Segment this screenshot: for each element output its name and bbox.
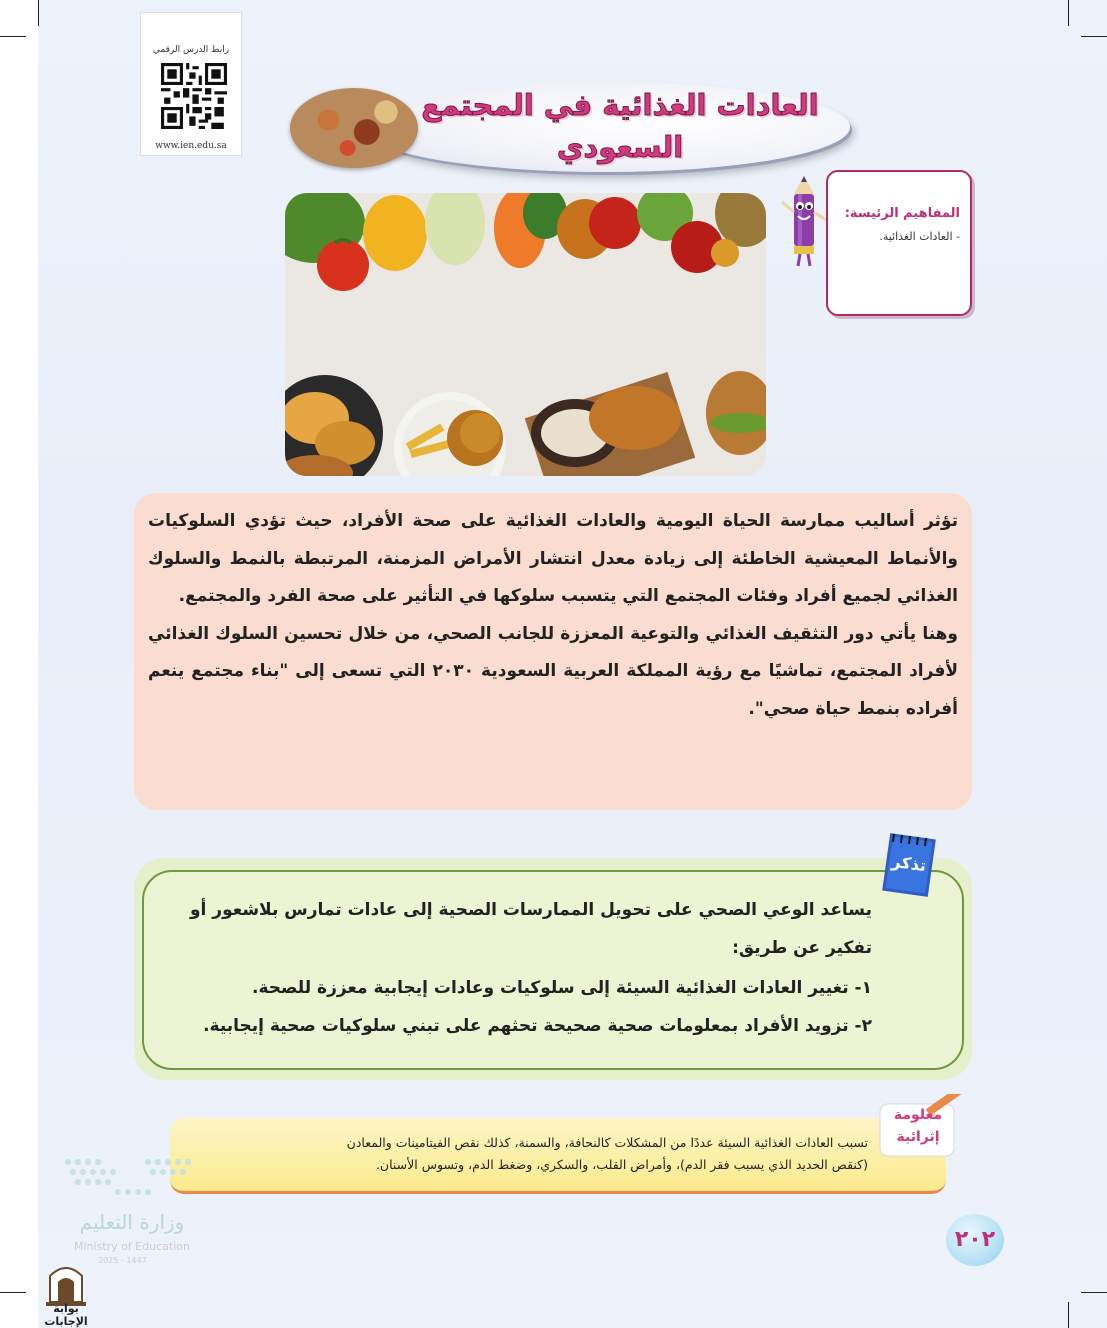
lesson-title-banner	[290, 78, 850, 178]
crop-mark	[0, 1292, 26, 1293]
remember-badge-label: تذكر	[890, 851, 928, 876]
answers-gate-watermark: بوابة الإجابات	[44, 1302, 88, 1328]
enrichment-text	[214, 1132, 868, 1176]
remember-item-1: ١- تغيير العادات الغذائية السيئة إلى سلوكيات وعادات إيجابية معززة للصحة.	[252, 978, 872, 998]
remember-inner-box	[142, 870, 964, 1070]
remember-item-2: ٢- تزويد الأفراد بمعلومات صحية صحيحة تحثهم على تبني سلوكيات صحية إيجابية.	[203, 1016, 872, 1036]
lesson-title-line-1: العادات الغذائية في المجتمع	[421, 88, 819, 122]
lesson-title-line-2: السعودي	[556, 130, 684, 164]
crop-mark	[1068, 0, 1069, 26]
enrichment-badge-line-2: إثرائية	[896, 1129, 940, 1145]
ministry-dots-icon	[58, 1152, 208, 1208]
enrichment-line-1: تسبب العادات الغذائية السيئة عددًا من المشكلات كالنحافة، والسمنة، كذلك نقص الفيتامينات والمعادن	[346, 1135, 868, 1150]
remember-line-1: يساعد الوعي الصحي على تحويل الممارسات الصحية إلى عادات تمارس بلاشعور أو	[189, 900, 872, 920]
pencil-mascot-icon	[776, 172, 832, 268]
enrichment-info-box	[170, 1118, 946, 1194]
qr-label: رابط الدرس الرقمي	[152, 45, 230, 55]
intro-paragraph-2: وهنا يأتي دور التثقيف الغذائي والتوعية المعززة للجانب الصحي، من خلال تحسين السلوك الغذائي لأفراد المجتمع، تماشيًا مع رؤية المملكة العربية السعودية ٢٠٣٠ التي تسعى إلى "بناء مجتمع ينعم أفراده بنمط حياة صحي".	[148, 623, 958, 719]
enrichment-line-2: (كنقص الحديد الذي يسبب فقر الدم)، وأمراض القلب، والسكري، وضغط الدم، وتسوس الأسنان.	[375, 1157, 868, 1172]
remember-notebook-icon	[880, 830, 938, 900]
crop-mark	[0, 36, 26, 37]
crop-mark	[1081, 36, 1107, 37]
ministry-name-english: Ministry of Education	[73, 1240, 190, 1253]
crop-mark	[38, 0, 39, 26]
key-concept-item: - العادات الغذائية.	[879, 230, 960, 243]
intro-text	[148, 503, 958, 728]
food-platter-icon	[290, 88, 418, 168]
key-concepts-box	[826, 170, 972, 316]
enrichment-badge-label	[882, 1104, 954, 1148]
intro-paragraph-1: تؤثر أساليب ممارسة الحياة اليومية والعادات الغذائية على صحة الأفراد، حيث تؤدي السلوكيات والأنماط المعيشية الخاطئة إلى زيادة معدل انتشار الأمراض المزمنة، المرتبطة بالنمط والسلوك الغذائي لجميع أفراد وفئات المجتمع التي يتسبب سلوكها في التأثير على صحة الفرد والمجتمع.	[148, 511, 958, 606]
qr-url[interactable]: www.ien.edu.sa	[155, 141, 227, 151]
enrichment-badge-line-1: معلومة	[893, 1107, 943, 1123]
intro-paragraph-box	[134, 493, 972, 810]
page-number: ٢٠٢	[946, 1214, 1004, 1266]
crop-mark	[1068, 1302, 1069, 1328]
ministry-name-arabic: وزارة التعليم	[79, 1210, 185, 1234]
healthy-and-unhealthy-food-image	[285, 193, 766, 476]
ministry-year: 2025 - 1447	[98, 1256, 147, 1265]
crop-mark	[1081, 1292, 1107, 1293]
remember-box	[134, 858, 972, 1080]
remember-line-2: تفكير عن طريق:	[732, 938, 872, 958]
qr-code-icon[interactable]	[161, 63, 227, 129]
key-concepts-heading: المفاهيم الرئيسة:	[844, 206, 960, 221]
digital-lesson-qr-box[interactable]	[140, 12, 242, 156]
